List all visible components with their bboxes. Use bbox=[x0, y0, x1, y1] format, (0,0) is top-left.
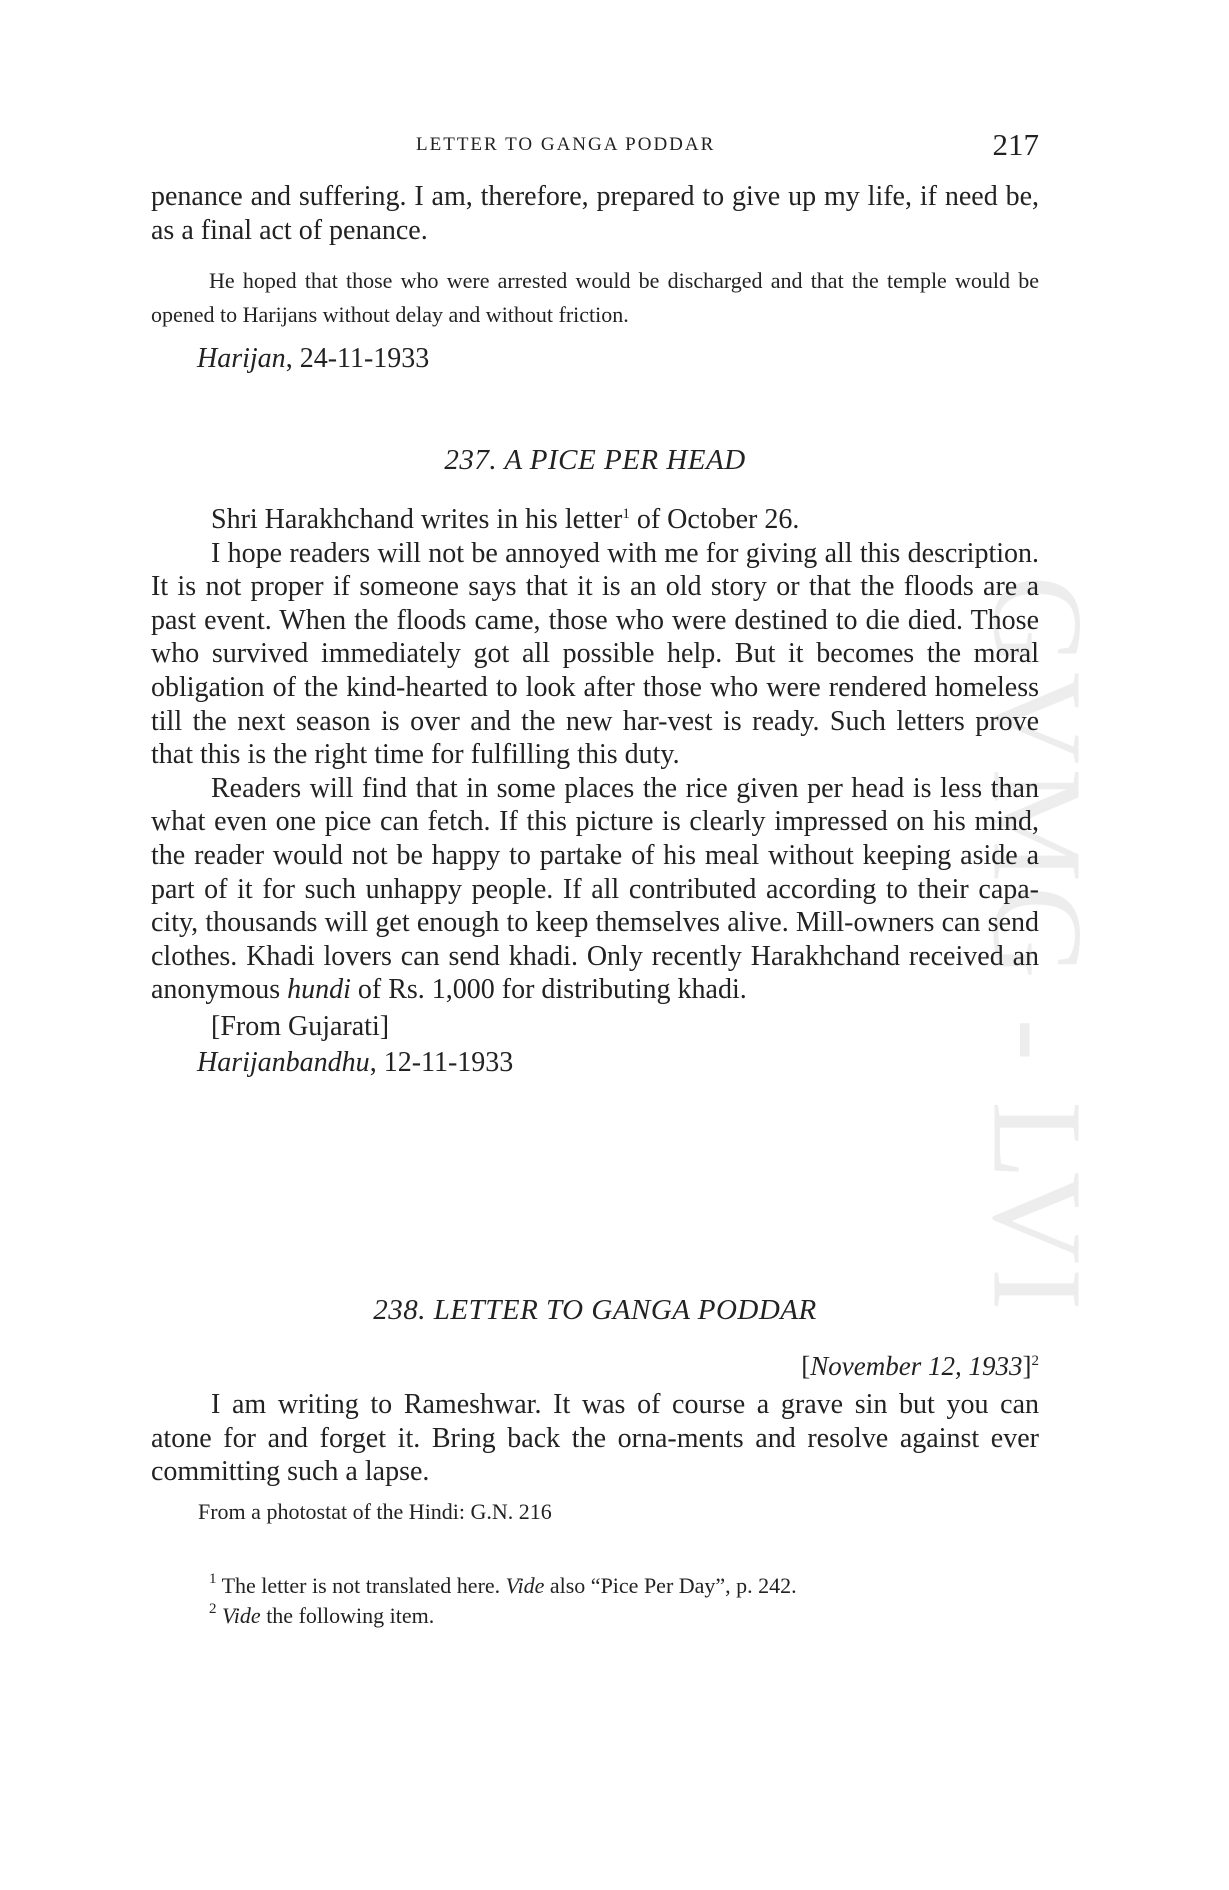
intro-source-title: Harijan bbox=[197, 343, 286, 375]
footnote-1-mark: 1 bbox=[209, 1571, 217, 1587]
para3-text: Readers will find that in some places the rice given per head is less than what even one pice can fetch. If this picture is clearly impressed on his mind, the reader would not be happy to partake of his meal without keeping aside a part of it for such unhappy people. If all contributed according to their capa-city, thousands will get enough to keep themselves alive. Mill-owners can send clothes. Khadi lovers can send khadi. Only recently Harakhchand received an anonymous bbox=[151, 772, 1039, 1006]
footnote-1 bbox=[209, 1571, 1039, 1601]
date-close-bracket: ] bbox=[1022, 1351, 1032, 1381]
footnote-ref-2: 2 bbox=[1031, 1353, 1039, 1369]
footnote-2-mark: 2 bbox=[209, 1601, 217, 1617]
section-238-heading: 238. LETTER TO GANGA PODDAR bbox=[373, 1294, 817, 1326]
section-237-para1 bbox=[151, 503, 1039, 537]
section-237 bbox=[151, 444, 1039, 477]
para3-text-end: of Rs. 1,000 for distributing khadi. bbox=[350, 974, 747, 1006]
section-237-source bbox=[151, 1047, 1039, 1079]
footnote-1-text-end: also “Pice Per Day”, p. 242. bbox=[544, 1573, 797, 1598]
section-237-source-date: , 12-11-1933 bbox=[369, 1046, 514, 1078]
watermark-text: GVMG - LVI bbox=[966, 575, 1109, 1315]
footnote-1-text: The letter is not translated here. bbox=[216, 1573, 506, 1598]
section-237-heading: 237. A PICE PER HEAD bbox=[444, 444, 746, 476]
intro-note: He hoped that those who were arrested would be discharged and that the temple would be opened to Harijans without delay and without friction. bbox=[151, 268, 1039, 327]
section-237-para2: I hope readers will not be annoyed with me for giving all this description. It is not proper if someone says that it is an old story or that the floods are a past event. When the floods came, those who were destined to die died. Those who survived immediately got all possible help. But it becomes the moral obligation of the kind-hearted to look after those who were rendered homeless till the next season is over and the new har-vest is ready. Such letters prove that this is the right time for fulfilling this duty. bbox=[151, 537, 1039, 771]
para1-text-end: of October 26. bbox=[629, 504, 800, 535]
date-open-bracket: [ bbox=[801, 1351, 811, 1381]
section-237-source-title: Harijanbandhu bbox=[197, 1046, 370, 1078]
footnote-2-italic: Vide bbox=[222, 1603, 261, 1628]
section-237-para3 bbox=[151, 772, 1039, 1007]
section-238-body bbox=[151, 1351, 1039, 1525]
intro-block bbox=[151, 180, 1039, 375]
date-text: November 12, 1933 bbox=[810, 1351, 1023, 1381]
page-header bbox=[151, 124, 1039, 174]
footnote-2-text-end: the following item. bbox=[260, 1603, 435, 1628]
para3-italic: hundi bbox=[287, 974, 351, 1006]
section-237-body bbox=[151, 503, 1039, 1079]
para1-text: Shri Harakhchand writes in his letter bbox=[211, 504, 623, 535]
intro-paragraph: penance and suffering. I am, therefore, prepared to give up my life, if need be, as a final act of penance. bbox=[151, 181, 1039, 246]
section-238-date bbox=[151, 1351, 1039, 1382]
section-238 bbox=[151, 1294, 1039, 1327]
page-number: 217 bbox=[992, 127, 1039, 162]
footnotes bbox=[151, 1571, 1039, 1631]
intro-source bbox=[151, 343, 1039, 375]
intro-source-date: , 24-11-1933 bbox=[285, 343, 430, 375]
footnote-1-italic: Vide bbox=[505, 1573, 545, 1598]
running-title: LETTER TO GANGA PODDAR bbox=[416, 134, 716, 155]
section-238-para: I am writing to Rameshwar. It was of course a grave sin but you can atone for and forget it. Bring back the orna-ments and resolve against ever committing such a lapse. bbox=[151, 1389, 1039, 1488]
section-238-credit: From a photostat of the Hindi: G.N. 216 bbox=[198, 1498, 552, 1524]
footnote-ref-1: 1 bbox=[622, 506, 630, 522]
footnote-2 bbox=[209, 1601, 1039, 1631]
section-237-from-line: [From Gujarati] bbox=[211, 1010, 390, 1042]
